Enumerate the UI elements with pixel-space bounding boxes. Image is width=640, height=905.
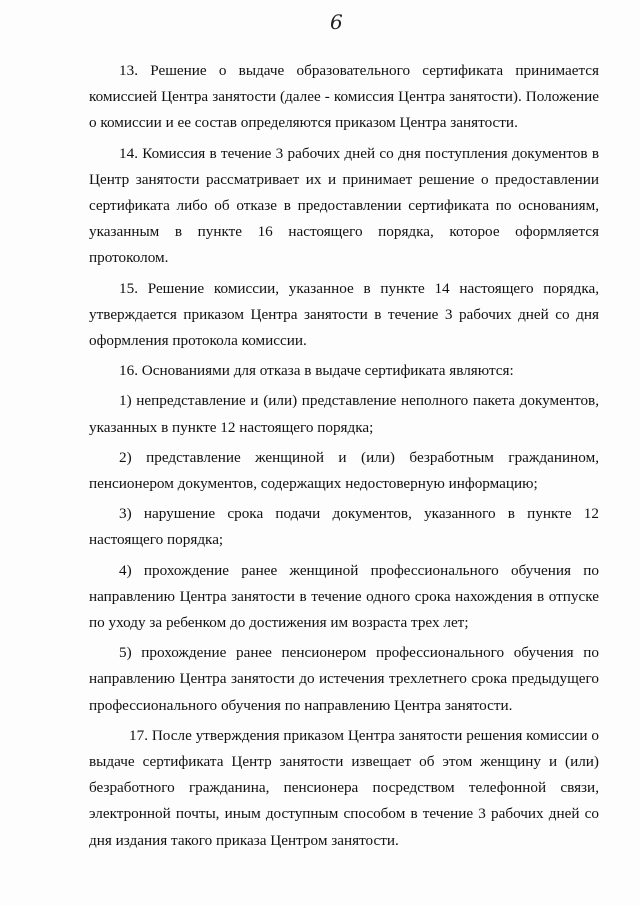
paragraph-17: 17. После утверждения приказом Центра занятости решения комиссии о выдаче сертификата Центр занятости извещает об этом женщину и (или) безработного гражданина, пенсионера посредством телефонной связи, электронной почты, иным доступным способом в течение 3 рабочих дней со дня издания такого приказа Центром занятости.	[89, 726, 599, 849]
paragraph-16: 16. Основаниями для отказа в выдаче сертификата являются:	[119, 362, 514, 380]
list-item-4: 4) прохождение ранее женщиной профессионального обучения по направлению Центра занятости в течение одного срока нахождения в отпуске по уходу за ребенком до достижения им возраста трех лет;	[89, 561, 599, 632]
list-item-3: 3) нарушение срока подачи документов, указанного в пункте 12 настоящего порядка;	[89, 505, 599, 549]
page-number: 6	[330, 10, 343, 34]
list-item-1: 1) непредставление и (или) представление неполного пакета документов, указанных в пункте 12 настоящего порядка;	[89, 392, 599, 436]
paragraph-14: 14. Комиссия в течение 3 рабочих дней со дня поступления документов в Центр занятости рассматривает их и принимает решение о предоставлении сертификата либо об отказе в предоставлении сертификата по основаниям, указанным в пункте 16 настоящего порядка, которое оформляется протоколом.	[89, 144, 599, 267]
paragraph-13: 13. Решение о выдаче образовательного сертификата принимается комиссией Центра занятости (далее - комиссия Центра занятости). Положение о комиссии и ее состав определяются приказом Центра занятости.	[89, 62, 599, 132]
list-item-5: 5) прохождение ранее пенсионером профессионального обучения по направлению Центра занятости до истечения трехлетнего срока предыдущего профессионального обучения по направлению Центра занятости.	[89, 644, 599, 714]
paragraph-15: 15. Решение комиссии, указанное в пункте 14 настоящего порядка, утверждается приказом Центра занятости в течение 3 рабочих дней со дня оформления протокола комиссии.	[89, 279, 599, 350]
list-item-2: 2) представление женщиной и (или) безработным гражданином, пенсионером документов, содержащих недостоверную информацию;	[89, 448, 599, 493]
document-body	[89, 58, 599, 858]
